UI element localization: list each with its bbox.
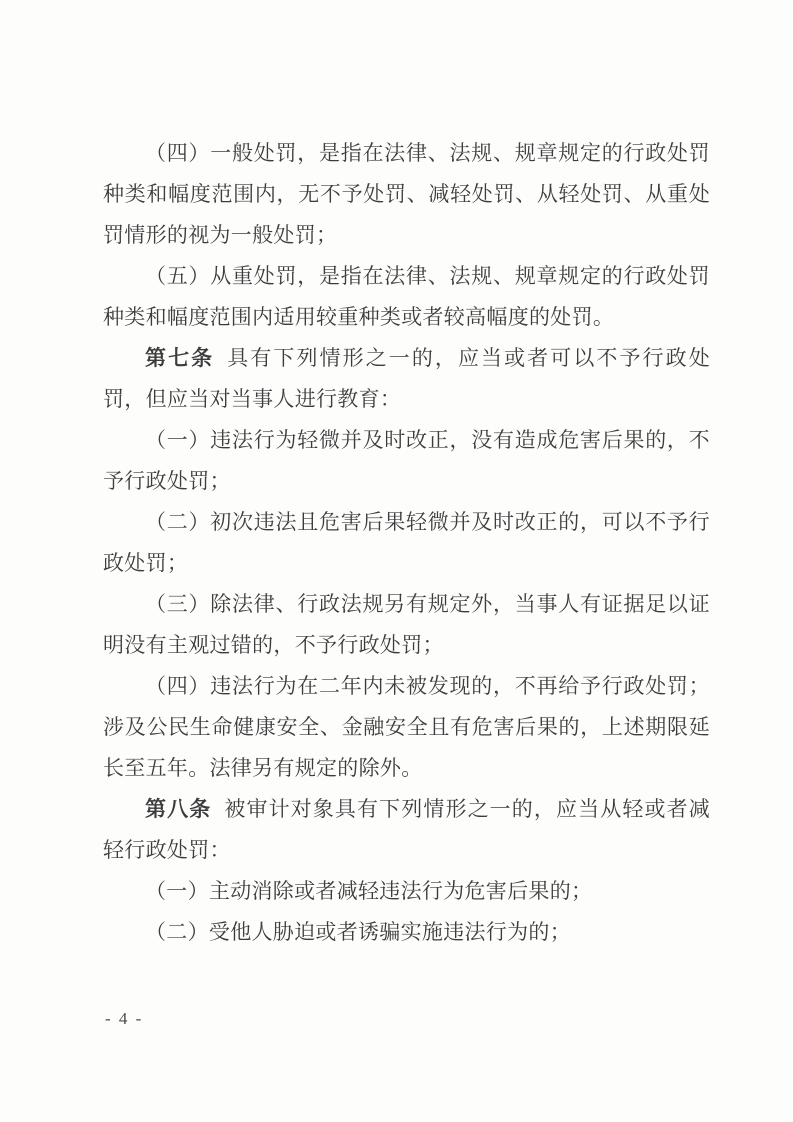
paragraph-text: （五）从重处罚，是指在法律、法规、规章规定的行政处罚种类和幅度范围内适用较重种类或者较高幅度的处罚。 — [103, 264, 710, 329]
paragraph-text: （三）除法律、行政法规另有规定外，当事人有证据足以证明没有主观过错的，不予行政处罚； — [103, 592, 710, 657]
document-body — [103, 133, 710, 953]
paragraph — [103, 871, 710, 912]
paragraph-text: （四）一般处罚，是指在法律、法规、规章规定的行政处罚种类和幅度范围内，无不予处罚、减轻处罚、从轻处罚、从重处罚情形的视为一般处罚； — [103, 141, 710, 247]
paragraph-text: （一）违法行为轻微并及时改正，没有造成危害后果的，不予行政处罚； — [103, 428, 710, 493]
paragraph — [103, 133, 710, 256]
article-number: 第八条 — [145, 797, 212, 821]
paragraph-text: （二）初次违法且危害后果轻微并及时改正的，可以不予行政处罚； — [103, 510, 710, 575]
paragraph-text: （四）违法行为在二年内未被发现的，不再给予行政处罚；涉及公民生命健康安全、金融安全且有危害后果的，上述期限延长至五年。法律另有规定的除外。 — [103, 674, 710, 780]
paragraph — [103, 912, 710, 953]
paragraph — [103, 502, 710, 584]
paragraph — [103, 256, 710, 338]
paragraph — [103, 420, 710, 502]
paragraph — [103, 789, 710, 871]
paragraph-text: 具有下列情形之一的，应当或者可以不予行政处罚，但应当对当事人进行教育： — [103, 346, 710, 411]
paragraph — [103, 666, 710, 789]
article-number: 第七条 — [145, 346, 215, 370]
paragraph-text: （二）受他人胁迫或者诱骗实施违法行为的； — [145, 920, 571, 944]
paragraph-text: 被审计对象具有下列情形之一的，应当从轻或者减轻行政处罚： — [103, 797, 710, 862]
paragraph — [103, 584, 710, 666]
page-number: - 4 - — [105, 1009, 144, 1028]
paragraph-text: （一）主动消除或者减轻违法行为危害后果的； — [145, 879, 593, 903]
paragraph — [103, 338, 710, 420]
